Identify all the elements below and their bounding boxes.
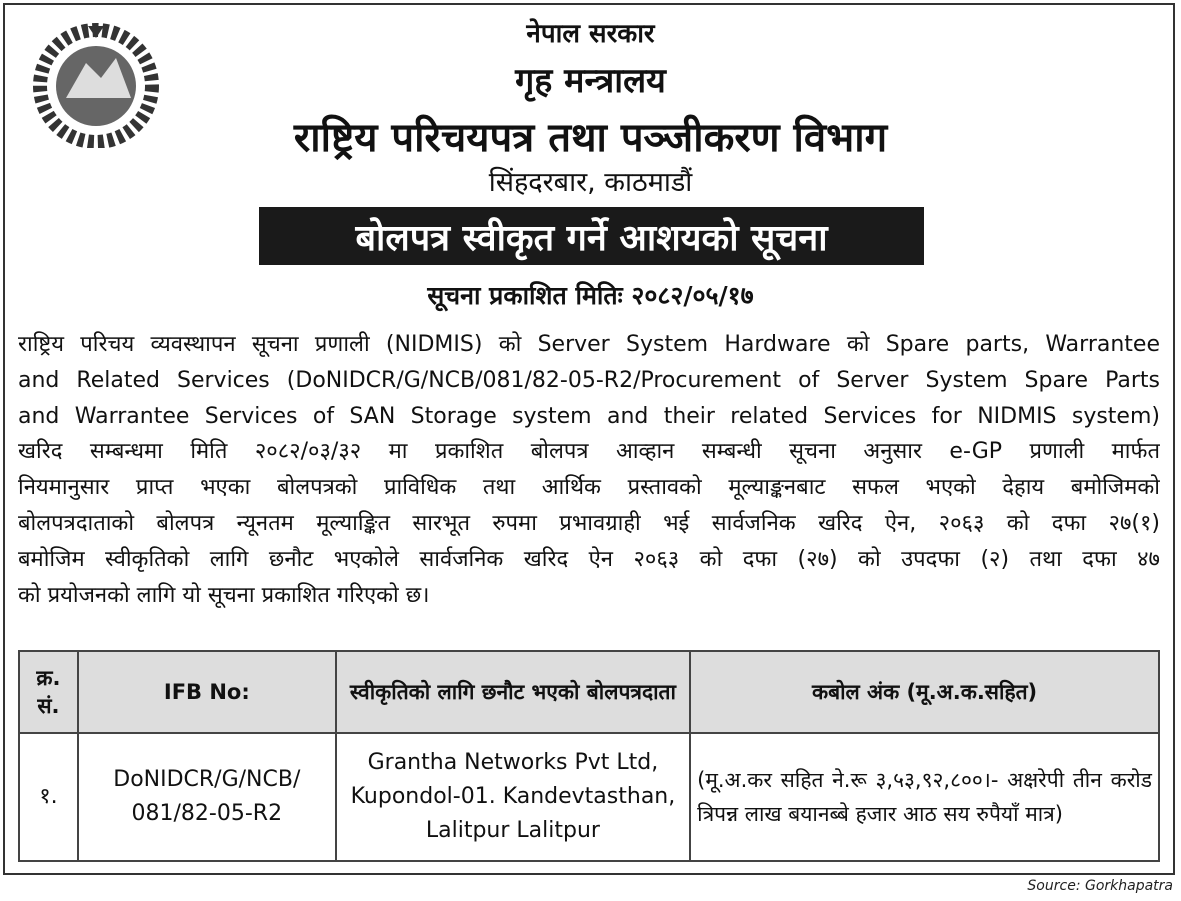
selected-bidder-table [18, 650, 1160, 862]
government-name: नेपाल सरकार [526, 19, 655, 49]
body-line: बमोजिम स्वीकृतिको लागि छनौट भएकोले सार्वजनिक खरिद ऐन २०६३ को दफा (२७) को उपदफा (२) तथा दफा ४७ [18, 546, 1160, 572]
body-line: बोलपत्रदाताको बोलपत्र न्यूनतम मूल्याङ्कित सारभूत रुपमा प्रभावग्राही भई सार्वजनिक खरिद ऐन, २०६३ को दफा २७(१) [18, 510, 1160, 536]
body-line: and Related Services (DoNIDCR/G/NCB/081/82-05-R2/Procurement of Server System Spare Parts [18, 367, 1160, 393]
table-row [19, 733, 1159, 861]
ministry-name: गृह मन्त्रालय [515, 61, 666, 101]
department-name: राष्ट्रिय परिचयपत्र तथा पञ्जीकरण विभाग [293, 115, 888, 161]
header-bidder: स्वीकृतिको लागि छनौट भएको बोलपत्रदाता [336, 651, 690, 733]
cell-ifb: DoNIDCR/G/NCB/ 081/82-05-R2 [78, 733, 336, 861]
header-amount: कबोल अंक (मू.अ.क.सहित) [690, 651, 1159, 733]
header-serial: क्र. सं. [19, 651, 78, 733]
cell-amount: (मू.अ.कर सहित ने.रू ३,५३,९२,८००।- अक्षरेपी तीन करोड त्रिपन्न लाख बयानब्बे हजार आठ सय रुपैयाँ मात्र) [690, 733, 1159, 861]
body-line: को प्रयोजनको लागि यो सूचना प्रकाशित गरिएको छ। [18, 582, 430, 608]
publish-date: सूचना प्रकाशित मितिः २०८२/०५/१७ [427, 281, 754, 310]
cell-serial: १. [19, 733, 78, 861]
source-credit: Source: Gorkhapatra [1027, 878, 1173, 894]
body-line: नियमानुसार प्राप्त भएका बोलपत्रको प्राविधिक तथा आर्थिक प्रस्तावको मूल्याङ्कनबाट सफल भएको देहाय बमोजिमको [18, 475, 1160, 501]
body-line: राष्ट्रिय परिचय व्यवस्थापन सूचना प्रणाली (NIDMIS) को Server System Hardware को Spare parts, Warrantee [18, 332, 1160, 357]
table-header-row [19, 651, 1159, 733]
cell-bidder: Grantha Networks Pvt Ltd, Kupondol-01. Kandevtasthan, Lalitpur Lalitpur [336, 733, 690, 861]
body-line: खरिद सम्बन्धमा मिति २०८२/०३/३२ मा प्रकाशित बोलपत्र आव्हान सम्बन्धी सूचना अनुसार e-GP प्रणाली मार्फत [18, 439, 1160, 465]
header-ifb: IFB No: [78, 651, 336, 733]
notice-title-banner: बोलपत्र स्वीकृत गर्ने आशयको सूचना [259, 207, 924, 265]
body-line: and Warrantee Services of SAN Storage system and their related Services for NIDMIS system) [18, 403, 1160, 429]
department-address: सिंहदरबार, काठमाडौं [488, 167, 693, 198]
notice-body [18, 327, 1160, 613]
